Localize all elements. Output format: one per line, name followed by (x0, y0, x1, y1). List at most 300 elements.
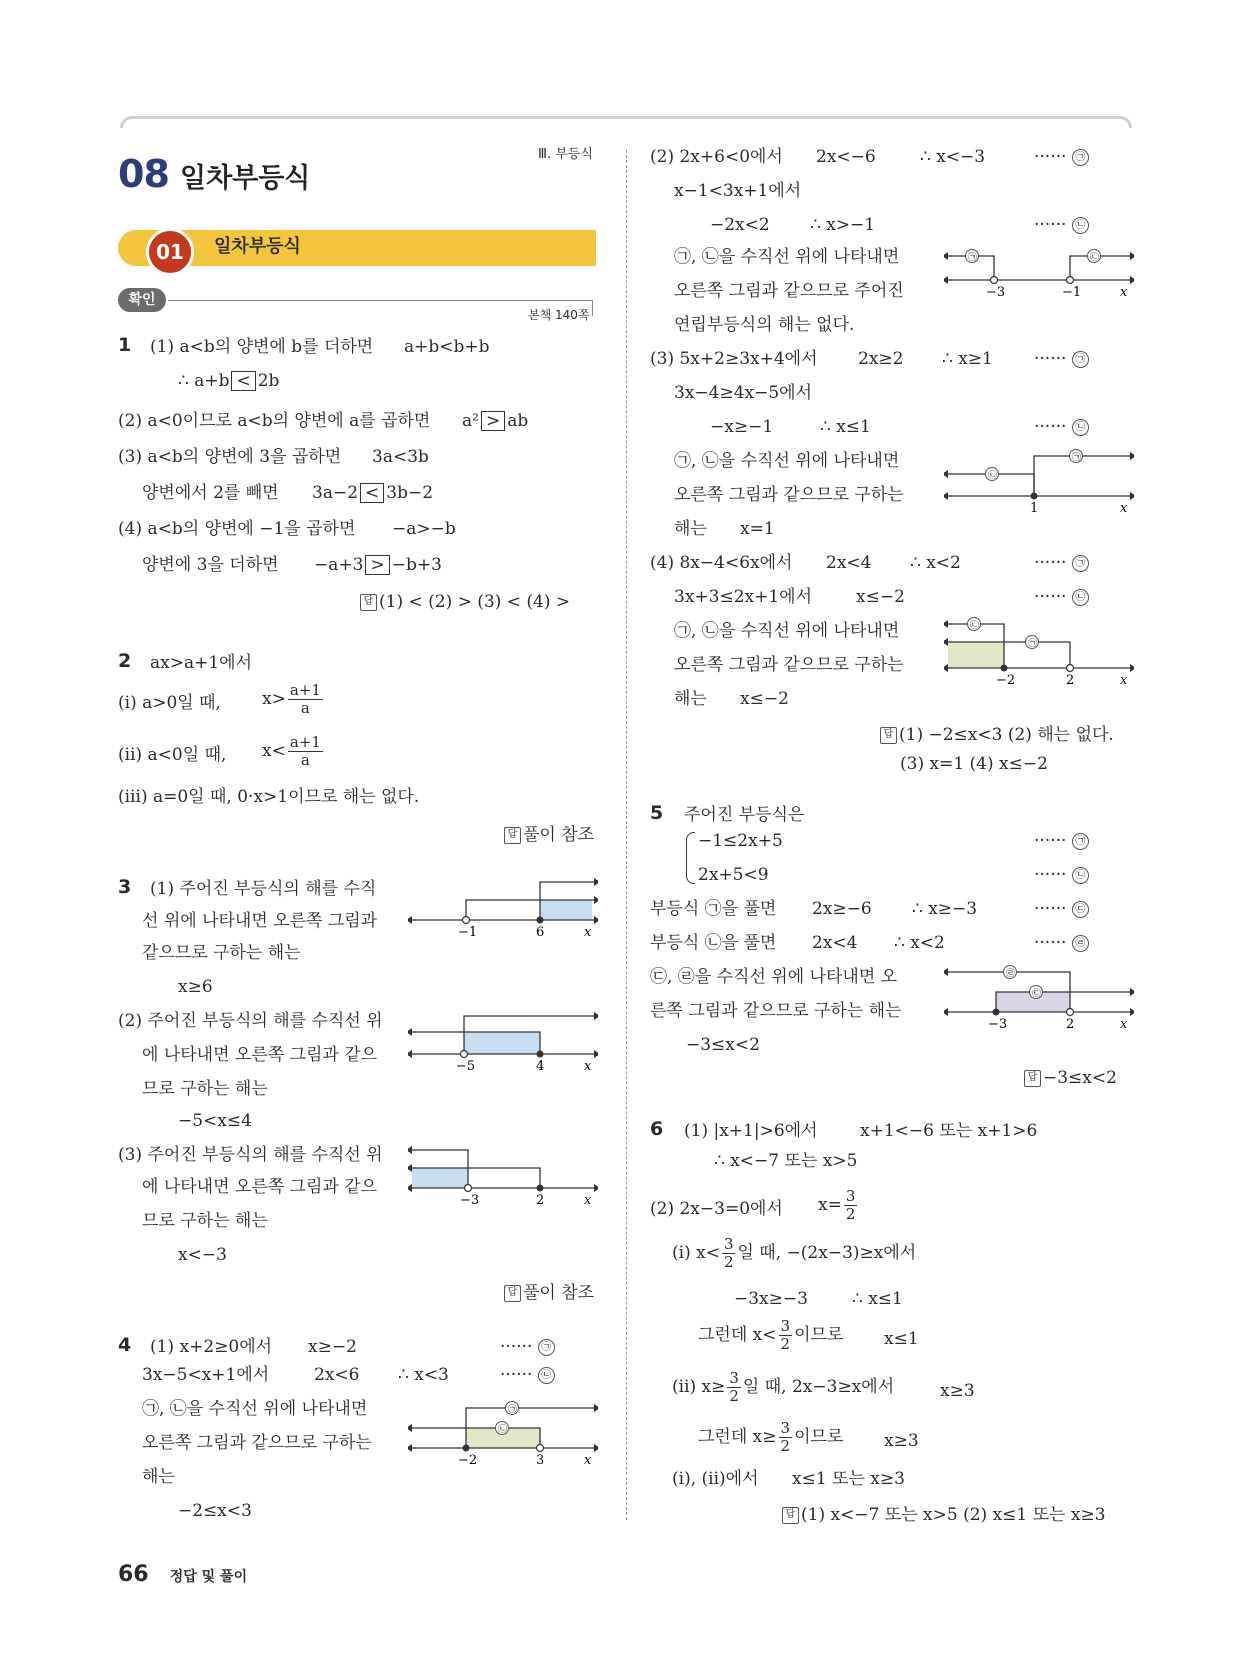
axis-label: x (584, 1453, 592, 1468)
p6-answer (782, 1500, 1106, 1525)
p6-l2: ∴ x<−7 또는 x>5 (714, 1151, 858, 1171)
arrow-head (944, 620, 948, 628)
answer-icon: 답 (782, 1507, 799, 1524)
answer-icon: 답 (1024, 1070, 1041, 1087)
p2-line2a: (ⅰ) a>0일 때, (118, 693, 221, 713)
answer-icon: 답 (504, 1285, 521, 1302)
p3-answer (504, 1278, 594, 1303)
arrow-head (408, 1424, 412, 1432)
p6-l8c: x≥3 (884, 1431, 919, 1451)
p6-l1b: x+1<−6 또는 x+1>6 (860, 1121, 1038, 1141)
p5-l3b: 2x<4 (812, 933, 858, 953)
dots: ······ (500, 1337, 533, 1357)
p1-answer (360, 592, 570, 612)
p6-l7 (672, 1370, 894, 1405)
circle-marker-label: ㉡ (970, 621, 980, 631)
p4-l1c (500, 1336, 555, 1358)
number-line-3-1 (408, 870, 598, 940)
p1-box2: > (481, 411, 505, 431)
problem-6-number: 6 (650, 1118, 664, 1140)
tick-label: −3 (988, 1017, 1008, 1032)
p3-c4: x<−3 (178, 1245, 227, 1265)
axis-label: x (1120, 285, 1128, 300)
p4-l5: 해는 (142, 1467, 175, 1487)
circle-label: ㉡ (1072, 419, 1089, 436)
dots: ······ (1034, 587, 1067, 607)
axis-arrow-right (1130, 276, 1134, 284)
p2-line3b (262, 734, 325, 769)
closed-point (1031, 493, 1038, 500)
p3-a1: (1) 주어진 부등식의 해를 수직 (150, 879, 377, 899)
p4-l2a: 3x−5<x+1에서 (142, 1365, 270, 1385)
p2-line3a: (ⅱ) a<0일 때, (118, 745, 227, 765)
arrow-head (944, 638, 948, 646)
tick-label: 1 (1030, 501, 1039, 516)
frac-num: 3 (780, 1317, 791, 1335)
axis-arrow-left (408, 1444, 412, 1452)
p4-l4: 오른쪽 그림과 같으므로 구하는 (142, 1433, 372, 1453)
p5-s1-tag (1034, 830, 1089, 852)
p1-l2b: 2b (257, 371, 280, 391)
p3-answer-text: 풀이 참조 (523, 1283, 595, 1303)
footer-label: 정답 및 풀이 (169, 1569, 248, 1585)
q4-a1a: (2) 2x+6<0에서 (650, 147, 783, 167)
p6-l8a: 그런데 x≥ (698, 1427, 777, 1447)
q4-b1c: ∴ x≥1 (942, 349, 993, 369)
q4-a3c (1034, 214, 1089, 236)
axis-arrow-right (1130, 664, 1134, 672)
p5-l5: 른쪽 그림과 같으므로 구하는 해는 (650, 1001, 902, 1021)
tick-label: 6 (536, 925, 545, 940)
arrow-head (408, 1164, 412, 1172)
p5-l2a: 부등식 ㉠을 풀면 (650, 899, 777, 919)
lesson-number: 01 (156, 240, 184, 264)
circle-marker-label: ㉡ (1090, 253, 1100, 263)
circle-marker-label: ㉡ (988, 471, 998, 481)
closed-point (537, 1185, 544, 1192)
axis-arrow-left (944, 664, 948, 672)
circle-label: ㉡ (1072, 867, 1089, 884)
arrow-head (594, 1012, 598, 1020)
shaded-region (540, 900, 592, 920)
problem-5-number: 5 (650, 802, 664, 824)
q4-a3b: ∴ x>−1 (810, 215, 876, 235)
check-rule (168, 300, 592, 301)
q4-b1a: (3) 5x+2≥3x+4에서 (650, 349, 818, 369)
system-brace (686, 832, 695, 884)
arrow-head (594, 878, 598, 886)
p2-frac1 (288, 682, 323, 717)
p1-line3a: (2) a<0이므로 a<b의 양변에 a를 곱하면 (118, 411, 431, 431)
p5-l3-tag (1034, 932, 1089, 954)
open-point (1067, 277, 1074, 284)
p1-line4a: (3) a<b의 양변에 3을 곱하면 (118, 447, 342, 467)
arrow-head (408, 1146, 412, 1154)
p6-l5a: −3x≥−3 (734, 1289, 808, 1309)
tick-label: 2 (1066, 673, 1075, 688)
arrow-head (944, 252, 948, 260)
p3-a4: x≥6 (178, 977, 213, 997)
p6-l8 (698, 1420, 843, 1455)
closed-point (537, 917, 544, 924)
p6-l5b: ∴ x≤1 (852, 1289, 903, 1309)
number-line-4-2 (944, 240, 1134, 304)
page-reference: 본책 140쪽 (528, 308, 590, 322)
circle-label: ㉠ (1072, 351, 1089, 368)
p4-l1a: (1) x+2≥0에서 (150, 1337, 273, 1357)
p6-l9a: (ⅰ), (ⅱ)에서 (672, 1469, 759, 1489)
check-rule-end (592, 300, 593, 316)
axis-label: x (584, 1059, 592, 1074)
section-tag: Ⅲ. 부등식 (538, 147, 593, 162)
q4-c2b: x≤−2 (856, 587, 905, 607)
p6-l1a: (1) |x+1|>6에서 (684, 1121, 818, 1141)
dots: ······ (1034, 865, 1067, 885)
answer-icon: 답 (504, 827, 521, 844)
p3-c1: (3) 주어진 부등식의 해를 수직선 위 (118, 1145, 383, 1165)
p1-line6a: (4) a<b의 양변에 −1을 곱하면 (118, 519, 356, 539)
p1-line3b (462, 410, 528, 432)
q4-a1b: 2x<−6 (816, 147, 876, 167)
q4-a1c: ∴ x<−3 (920, 147, 986, 167)
closed-point (1001, 665, 1008, 672)
frac-den: 2 (845, 1205, 856, 1223)
p3-c2: 에 나타내면 오른쪽 그림과 같으 (142, 1177, 378, 1197)
q4-a4: ㉠, ㉡을 수직선 위에 나타내면 (674, 247, 900, 267)
p3-a3: 같으므로 구하는 해는 (142, 943, 301, 963)
p6-l6c: x≤1 (884, 1329, 919, 1349)
p1-line6b: −a>−b (392, 519, 456, 539)
dots: ······ (500, 1365, 533, 1385)
p5-s1: −1≤2x+5 (698, 831, 783, 851)
problem-2-number: 2 (118, 650, 132, 672)
p2-answer-text: 풀이 참조 (523, 825, 595, 845)
p6-l3a: (2) 2x−3=0에서 (650, 1199, 783, 1219)
p5-answer-text: −3≤x<2 (1043, 1068, 1117, 1088)
number-line-4-3 (944, 444, 1134, 518)
open-point (1067, 665, 1074, 672)
shaded-region (948, 642, 1004, 668)
p6-l6b: 이므로 (794, 1325, 844, 1345)
q4-c2a: 3x+3≤2x+1에서 (674, 587, 813, 607)
q4-a6: 연립부등식의 해는 없다. (674, 315, 855, 335)
axis-label: x (1120, 1017, 1128, 1032)
column-divider (626, 150, 627, 1520)
p1-l3b: a² (462, 411, 479, 431)
tick-label: −2 (996, 673, 1016, 688)
p6-frac4 (727, 1370, 741, 1405)
tick-label: 3 (536, 1453, 545, 1468)
circle-marker-label: ㉡ (498, 1425, 508, 1435)
dots: ······ (1034, 933, 1067, 953)
p3-b1: (2) 주어진 부등식의 해를 수직선 위 (118, 1011, 383, 1031)
axis-label: x (584, 1193, 592, 1208)
q4-c5b: x≤−2 (740, 689, 789, 709)
open-point (465, 1185, 472, 1192)
axis-arrow-left (944, 276, 948, 284)
number-line-3-3 (408, 1138, 598, 1208)
region-x-ge-1 (1034, 456, 1130, 496)
p1-line7a: 양변에 3을 더하면 (142, 555, 279, 575)
circle-marker-label: ㉠ (1072, 453, 1082, 463)
p1-line5a: 양변에서 2를 빼면 (142, 483, 279, 503)
p2-frac1-den: a (300, 699, 310, 717)
dots: ······ (1034, 553, 1067, 573)
arrow-head (944, 470, 948, 478)
axis-arrow-right (594, 1050, 598, 1058)
dots: ······ (1034, 899, 1067, 919)
tick-label: −5 (456, 1059, 476, 1074)
p1-l5b: 3a−2 (312, 483, 359, 503)
circle-label: ㉡ (1072, 217, 1089, 234)
p6-l7b: 일 때, 2x−3≥x에서 (742, 1377, 895, 1397)
p2-frac1-num: a+1 (289, 681, 321, 699)
q4-b4: ㉠, ㉡을 수직선 위에 나타내면 (674, 451, 900, 471)
answer-icon: 답 (880, 727, 897, 744)
q4-b5: 오른쪽 그림과 같으므로 구하는 (674, 485, 904, 505)
p3-b3: 므로 구하는 해는 (142, 1079, 268, 1099)
p5-l1: 주어진 부등식은 (684, 805, 805, 825)
q4-b1d (1034, 348, 1089, 370)
p6-l7a: (ⅱ) x≥ (672, 1377, 726, 1397)
q4-b2: 3x−4≥4x−5에서 (674, 383, 813, 403)
number-line-5 (944, 960, 1134, 1034)
q4-b6b: x=1 (740, 519, 775, 539)
p6-frac5 (779, 1420, 793, 1455)
axis-arrow-right (594, 916, 598, 924)
shaded-region (464, 1032, 540, 1054)
p4-l2b: 2x<6 (314, 1365, 360, 1385)
frac-den: 2 (780, 1335, 791, 1353)
q4-c1a: (4) 8x−4<6x에서 (650, 553, 793, 573)
lesson-title: 일차부등식 (214, 236, 301, 257)
dots: ······ (1034, 215, 1067, 235)
tick-label: −3 (986, 285, 1006, 300)
p6-answer-text: (1) x<−7 또는 x>5 (2) x≤1 또는 x≥3 (801, 1505, 1106, 1525)
circle-marker-label: ㉠ (508, 1405, 518, 1415)
q4-c4: 오른쪽 그림과 같으므로 구하는 (674, 655, 904, 675)
top-rule (120, 116, 1132, 128)
p2-l2b: x> (262, 689, 286, 709)
p1-l3c: ab (507, 411, 529, 431)
answer-icon: 답 (360, 594, 377, 611)
p4-l2d (500, 1364, 555, 1386)
axis-arrow-right (594, 1184, 598, 1192)
chapter-title: 일차부등식 (179, 163, 311, 194)
p5-l2-tag (1034, 898, 1089, 920)
p6-l6 (698, 1318, 843, 1353)
chapter-number: 08 (118, 152, 169, 196)
p1-box1: < (231, 371, 255, 391)
open-point (537, 1445, 544, 1452)
p6-l3b (818, 1188, 859, 1223)
dots: ······ (1034, 349, 1067, 369)
arrow-head (594, 896, 598, 904)
axis-arrow-left (944, 1008, 948, 1016)
p1-l7c: −b+3 (391, 555, 442, 575)
frac-den: 2 (729, 1387, 739, 1405)
p6-frac2 (722, 1236, 736, 1271)
q4-answer-text-1: (1) −2≤x<3 (2) 해는 없다. (899, 725, 1114, 745)
p2-line1: ax>a+1에서 (150, 653, 253, 673)
axis-arrow-left (408, 1184, 412, 1192)
q4-c1d (1034, 552, 1089, 574)
p3-b2: 에 나타내면 오른쪽 그림과 같으 (142, 1045, 378, 1065)
p1-box4: > (365, 555, 389, 575)
arrow-head (594, 1404, 598, 1412)
p5-l4: ㉢, ㉣을 수직선 위에 나타내면 오 (650, 967, 898, 987)
p6-l3b-text: x= (818, 1195, 842, 1215)
p5-l2c: ∴ x≥−3 (912, 899, 978, 919)
circle-label: ㉠ (1072, 149, 1089, 166)
q4-c1b: 2x<4 (826, 553, 872, 573)
axis-label: x (584, 925, 592, 940)
p1-l5c: 3b−2 (386, 483, 434, 503)
arrow-head (1130, 988, 1134, 996)
closed-point (537, 1051, 544, 1058)
axis-arrow-left (408, 1050, 412, 1058)
circle-marker-label: ㉢ (1032, 989, 1042, 999)
circle-label: ㉠ (1072, 555, 1089, 572)
problem-4-number: 4 (118, 1334, 132, 1356)
tick-label: −2 (458, 1453, 478, 1468)
tick-label: 2 (1066, 1017, 1075, 1032)
p6-l4b: 일 때, −(2x−3)≥x에서 (737, 1243, 917, 1263)
axis-label: x (1120, 673, 1128, 688)
arrow-head (1130, 252, 1134, 260)
tick-label: 4 (536, 1059, 545, 1074)
q4-b6a: 해는 (674, 519, 707, 539)
circle-label: ㉠ (538, 1339, 555, 1356)
axis-arrow-left (944, 492, 948, 500)
problem-3-number: 3 (118, 876, 132, 898)
footer (118, 1562, 247, 1587)
q4-a5: 오른쪽 그림과 같으므로 주어진 (674, 281, 904, 301)
axis-label: x (1120, 501, 1128, 516)
p4-l3: ㉠, ㉡을 수직선 위에 나타내면 (142, 1399, 368, 1419)
shaded-region (412, 1168, 468, 1188)
q4-b1b: 2x≥2 (858, 349, 904, 369)
p1-l2a: ∴ a+b (178, 371, 230, 391)
p6-frac1 (844, 1188, 858, 1223)
p1-line4b: 3a<3b (372, 447, 429, 467)
p1-l7b: −a+3 (314, 555, 364, 575)
p5-s2-tag (1034, 864, 1089, 886)
q4-a3a: −2x<2 (710, 215, 770, 235)
open-point (1067, 1009, 1074, 1016)
frac-num: 3 (723, 1235, 734, 1253)
p6-l9b: x≤1 또는 x≥3 (792, 1469, 905, 1489)
frac-den: 2 (723, 1253, 734, 1271)
q4-b3a: −x≥−1 (710, 417, 774, 437)
p4-l2c: ∴ x<3 (398, 1365, 449, 1385)
circle-marker-label: ㉠ (1028, 639, 1038, 649)
q4-answer-line2: (3) x=1 (4) x≤−2 (900, 754, 1048, 774)
q4-b3b: ∴ x≤1 (820, 417, 871, 437)
p2-frac2 (288, 734, 323, 769)
p4-l6: −2≤x<3 (178, 1501, 252, 1521)
p6-l4a: (ⅰ) x< (672, 1243, 720, 1263)
dots: ······ (1034, 147, 1067, 167)
p3-c3: 므로 구하는 해는 (142, 1211, 268, 1231)
p1-box3: < (360, 483, 384, 503)
circle-label: ㉢ (1072, 901, 1089, 918)
closed-point (463, 1445, 470, 1452)
lesson-number-badge (146, 228, 194, 276)
p2-answer (504, 820, 594, 845)
circle-label: ㉡ (538, 1367, 555, 1384)
p1-line2 (178, 370, 279, 392)
number-line-3-2 (408, 1004, 598, 1074)
p4-l1b: x≥−2 (308, 1337, 357, 1357)
number-line-4-1 (408, 1392, 598, 1468)
dots: ······ (1034, 831, 1067, 851)
closed-point (993, 1009, 1000, 1016)
circle-label: ㉠ (1072, 833, 1089, 850)
p1-answer-text: (1) < (2) > (3) < (4) > (379, 592, 571, 612)
p6-frac3 (779, 1318, 793, 1353)
axis-arrow-right (1130, 1008, 1134, 1016)
open-point (461, 1051, 468, 1058)
circle-label: ㉣ (1072, 935, 1089, 952)
tick-label: 2 (536, 1193, 545, 1208)
tick-label: −3 (460, 1193, 480, 1208)
axis-arrow-left (408, 916, 412, 924)
p5-s2: 2x+5<9 (698, 865, 769, 885)
p1-line1b: a+b<b+b (404, 337, 490, 357)
p6-l4 (672, 1236, 916, 1271)
check-label: 확인 (128, 292, 156, 308)
p5-l6: −3≤x<2 (686, 1035, 760, 1055)
p2-frac2-num: a+1 (289, 733, 321, 751)
p6-l6a: 그런데 x< (698, 1325, 777, 1345)
q4-answer-line1 (880, 720, 1114, 745)
circle-label: ㉡ (1072, 589, 1089, 606)
p1-line1a: (1) a<b의 양변에 b를 더하면 (150, 337, 374, 357)
q4-c3: ㉠, ㉡을 수직선 위에 나타내면 (674, 621, 900, 641)
circle-marker-label: ㉣ (1006, 969, 1016, 979)
p2-line4: (ⅲ) a=0일 때, 0·x>1이므로 해는 없다. (118, 787, 420, 807)
axis-arrow-right (594, 1444, 598, 1452)
q4-c5a: 해는 (674, 689, 707, 709)
p2-l3b: x< (262, 741, 286, 761)
q4-a1d (1034, 146, 1089, 168)
arrow-head (1130, 452, 1134, 460)
frac-num: 3 (780, 1419, 791, 1437)
frac-num: 3 (845, 1187, 856, 1205)
q4-c1c: ∴ x<2 (910, 553, 961, 573)
axis-arrow-right (1130, 492, 1134, 500)
open-point (991, 277, 998, 284)
p5-l3a: 부등식 ㉡을 풀면 (650, 933, 777, 953)
q4-c2c (1034, 586, 1089, 608)
p2-line2b (262, 682, 325, 717)
p3-a2: 선 위에 나타내면 오른쪽 그림과 (142, 911, 378, 931)
p6-l7c: x≥3 (940, 1381, 975, 1401)
circle-marker-label: ㉠ (968, 253, 978, 263)
q4-a2: x−1<3x+1에서 (674, 181, 802, 201)
p2-frac2-den: a (300, 751, 310, 769)
p5-l2b: 2x≥−6 (812, 899, 872, 919)
p6-l8b: 이므로 (794, 1427, 844, 1447)
open-point (463, 917, 470, 924)
check-badge (118, 288, 166, 312)
q4-b3c (1034, 416, 1089, 438)
p1-line5b (312, 482, 433, 504)
arrow-head (944, 968, 948, 976)
dots: ······ (1034, 417, 1067, 437)
frac-num: 3 (729, 1369, 739, 1387)
